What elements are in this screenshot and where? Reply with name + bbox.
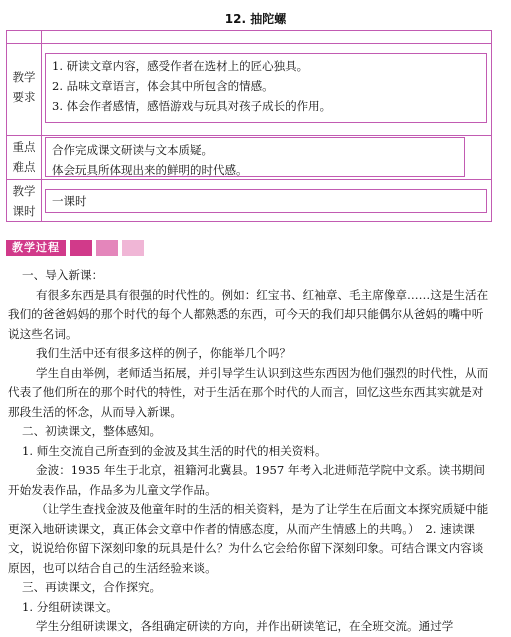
lesson-paragraph: 三、再读课文，合作探究。 bbox=[22, 580, 162, 594]
duration-label-line: 课时 bbox=[12, 204, 36, 218]
duration-cell bbox=[45, 189, 487, 213]
teaching-process-label: 教学过程 bbox=[6, 240, 66, 256]
table-column-divider bbox=[41, 31, 42, 221]
table-row-divider bbox=[7, 43, 491, 44]
lesson-paragraph: 金波：1935 年生于北京，祖籍河北冀县。1957 年考入北进师范学院中文系。读书期间开始发表作品，作品多为儿童文学作品。 bbox=[8, 463, 485, 497]
lesson-paragraph: 学生自由举例，老师适当拓展，并引导学生认识到这些东西因为他们强烈的时代性，从而代表了他们所在的那个时代的特性，对于生活在那个时代的人而言，回忆这些东西其实就是对那段生活的怀念，从而导入新课。 bbox=[8, 365, 489, 419]
lesson-paragraph: 学生分组研读课文，各组确定研读的方向，并作出研读笔记，在全班交流。通过学 bbox=[36, 619, 454, 633]
page-title: 12. 抽陀螺 bbox=[224, 12, 287, 26]
key-points-label-line: 重点 bbox=[12, 140, 36, 154]
key-point-item: 体会玩具所体现出来的鲜明的时代感。 bbox=[52, 163, 248, 177]
lesson-body bbox=[8, 266, 494, 637]
key-points-label-line: 难点 bbox=[12, 160, 36, 174]
objective-item: 3. 体会作者感情，感悟游戏与玩具对孩子成长的作用。 bbox=[52, 99, 332, 113]
decor-square bbox=[70, 240, 92, 256]
objectives-label-line: 要求 bbox=[12, 90, 36, 104]
duration-label bbox=[7, 181, 41, 221]
table-row-divider bbox=[7, 135, 491, 136]
key-point-item: 合作完成课文研读与文本质疑。 bbox=[52, 143, 213, 157]
key-points-cell bbox=[45, 137, 465, 177]
lesson-paragraph: 一、导入新课： bbox=[22, 268, 104, 282]
lesson-paragraph: 1. 师生交流自己所查到的金波及其生活的时代的相关资料。 bbox=[22, 443, 327, 458]
decor-square bbox=[96, 240, 118, 256]
duration-label-line: 教学 bbox=[12, 184, 36, 198]
teaching-process-header bbox=[6, 240, 144, 256]
lesson-paragraph: 我们生活中还有很多这样的例子，你能举几个吗？ bbox=[36, 346, 292, 360]
key-points-label bbox=[7, 137, 41, 177]
objectives-label-line: 教学 bbox=[12, 70, 36, 84]
lesson-paragraph: 二、初读课文，整体感知。 bbox=[22, 424, 162, 438]
lesson-paragraph: 1. 分组研读课文。 bbox=[22, 599, 118, 614]
objective-item: 1. 研读文章内容，感受作者在选材上的匠心独具。 bbox=[52, 59, 309, 73]
duration-value: 一课时 bbox=[52, 194, 87, 208]
objective-item: 2. 品味文章语言，体会其中所包含的情感。 bbox=[52, 79, 274, 93]
lesson-paragraph: 有很多东西是具有很强的时代性的。例如：红宝书、红袖章、毛主席像章……这是生活在我们的爸爸妈妈的那个时代的每个人都熟悉的东西，可今天的我们却只能偶尔从爸妈的嘴中听说这些名词。 bbox=[8, 287, 489, 341]
objectives-label bbox=[7, 67, 41, 107]
decor-square bbox=[122, 240, 144, 256]
objectives-cell bbox=[45, 53, 487, 123]
lesson-paragraph: （让学生查找金波及他童年时的生活的相关资料，是为了让学生在后面文本探究质疑中能更深入地研读课文，真正体会文章中作者的情感态度，从而产生情感上的共鸣。） 2. 速读课文，说说给你留下深刻印象的玩具是什么？为什么它会给你留下深刻印象。可结合课文内容谈原因，也可以结合自己的生活经验来谈。 bbox=[8, 502, 489, 575]
lesson-info-table bbox=[6, 30, 492, 222]
